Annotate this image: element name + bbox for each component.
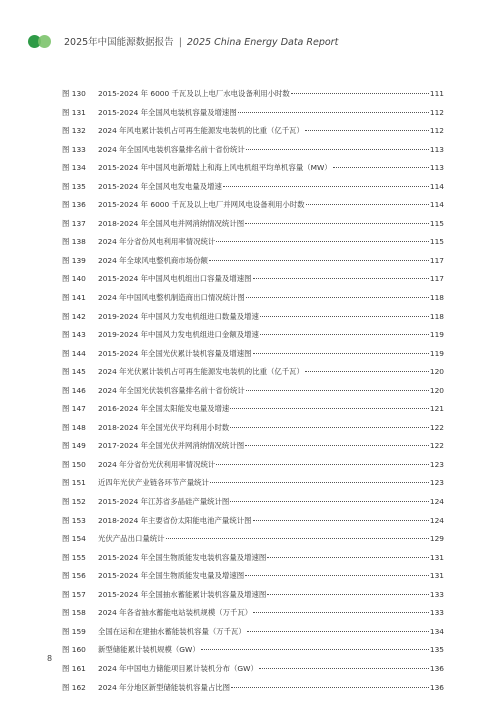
figure-title: 2018-2024 年全国光伏平均利用小时数 xyxy=(98,422,230,432)
dot-leader xyxy=(245,575,429,576)
figure-number: 图 135 xyxy=(62,181,86,191)
figure-title: 2015-2024 年全国生物质能发电量及增速图 xyxy=(98,571,245,581)
figure-page-number: 136 xyxy=(429,663,444,673)
report-logo-icon xyxy=(28,34,58,48)
figure-number: 图 156 xyxy=(62,571,86,581)
figure-title: 2024 年中国电力储能项目累计装机分布（GW） xyxy=(98,663,258,673)
toc-entry[interactable] xyxy=(62,196,444,215)
figure-page-number: 129 xyxy=(429,534,444,544)
figure-title: 2015-2024 年 6000 千瓦及以上电厂水电设备利用小时数 xyxy=(98,89,290,98)
figure-title: 光伏产品出口量统计 xyxy=(98,534,165,544)
toc-entry[interactable] xyxy=(62,233,444,252)
figure-page-number: 120 xyxy=(429,367,444,377)
figure-title: 2015-2024 年全国抽水蓄能累计装机容量及增速图 xyxy=(98,589,267,599)
figure-page-number: 112 xyxy=(429,107,444,117)
dot-leader xyxy=(230,408,429,409)
dot-leader xyxy=(230,501,429,502)
dot-leader xyxy=(209,260,429,261)
figure-number: 图 131 xyxy=(62,107,86,117)
figure-page-number: 112 xyxy=(429,126,444,136)
figure-number: 图 132 xyxy=(62,126,86,136)
toc-entry[interactable] xyxy=(62,141,444,160)
toc-entry[interactable] xyxy=(62,326,444,345)
figure-title: 近四年光伏产业链各环节产量统计 xyxy=(98,478,209,488)
figure-page-number: 117 xyxy=(429,255,444,265)
dot-leader xyxy=(223,186,429,187)
figure-number: 图 154 xyxy=(62,534,86,544)
figure-title: 2015-2024 年全国风电装机容量及增速图 xyxy=(98,107,237,117)
toc-entry[interactable] xyxy=(62,104,444,123)
header-title-cn: 2025年中国能源数据报告 xyxy=(64,37,174,48)
toc-entry[interactable] xyxy=(62,493,444,512)
dot-leader xyxy=(267,594,429,595)
page-number: 8 xyxy=(47,654,53,663)
dot-leader xyxy=(216,464,429,465)
header-title xyxy=(64,34,338,48)
header-separator: | xyxy=(178,37,182,48)
figure-number: 图 142 xyxy=(62,311,86,321)
toc-entry[interactable] xyxy=(62,567,444,586)
figure-number: 图 162 xyxy=(62,682,86,692)
dot-leader xyxy=(247,631,429,632)
figure-title: 2018-2024 年主要省份太阳能电池产量统计图 xyxy=(98,515,252,525)
dot-leader xyxy=(259,668,429,669)
dot-leader xyxy=(253,612,429,613)
figure-number: 图 150 xyxy=(62,459,86,469)
toc-entry[interactable] xyxy=(62,382,444,401)
figure-page-number: 122 xyxy=(429,441,444,451)
dot-leader xyxy=(231,687,429,688)
figure-title: 2024 年风电累计装机占可再生能源发电装机的比重（亿千瓦） xyxy=(98,126,304,136)
figure-page-number: 115 xyxy=(429,218,444,228)
figure-title: 2024 年分省份光伏利用率情况统计 xyxy=(98,459,216,469)
toc-entry[interactable] xyxy=(62,641,444,660)
figure-page-number: 111 xyxy=(429,89,444,98)
toc-entry[interactable] xyxy=(62,270,444,289)
figure-number: 图 152 xyxy=(62,497,86,507)
dot-leader xyxy=(238,112,429,113)
dot-leader xyxy=(306,204,429,205)
figure-title: 2024 年光伏累计装机占可再生能源发电装机的比重（亿千瓦） xyxy=(98,367,304,377)
figure-title: 2018-2024 年全国风电并网消纳情况统计图 xyxy=(98,218,245,228)
dot-leader xyxy=(245,223,429,224)
figure-number: 图 134 xyxy=(62,163,86,173)
toc-entry[interactable] xyxy=(62,549,444,568)
toc-entry[interactable] xyxy=(62,308,444,327)
figure-page-number: 135 xyxy=(429,645,444,655)
figure-title: 2024 年分地区新型储能装机容量占比图 xyxy=(98,682,231,692)
dot-leader xyxy=(166,538,429,539)
figure-page-number: 133 xyxy=(429,589,444,599)
figure-number: 图 148 xyxy=(62,422,86,432)
figure-number: 图 149 xyxy=(62,441,86,451)
figure-number: 图 138 xyxy=(62,237,86,247)
figure-page-number: 118 xyxy=(429,293,444,303)
figure-number: 图 155 xyxy=(62,552,86,562)
toc-entry[interactable] xyxy=(62,512,444,531)
figure-number: 图 140 xyxy=(62,274,86,284)
dot-leader xyxy=(253,278,429,279)
figure-number: 图 141 xyxy=(62,293,86,303)
dot-leader xyxy=(267,557,429,558)
figure-title: 新型储能累计装机规模（GW） xyxy=(98,645,200,655)
figure-title: 2015-2024 年 6000 千瓦及以上电厂并网风电设备利用小时数 xyxy=(98,200,305,210)
figure-number: 图 143 xyxy=(62,330,86,340)
figure-number: 图 159 xyxy=(62,626,86,636)
toc-entry[interactable] xyxy=(62,159,444,178)
header-title-en: 2025 China Energy Data Report xyxy=(186,37,339,48)
figure-number: 图 157 xyxy=(62,589,86,599)
figure-title: 2015-2024 年全国光伏累计装机容量及增速图 xyxy=(98,348,252,358)
toc-entry[interactable] xyxy=(62,345,444,364)
figure-page-number: 114 xyxy=(429,181,444,191)
toc-entry[interactable] xyxy=(62,437,444,456)
toc-entry[interactable] xyxy=(62,474,444,493)
figure-number: 图 161 xyxy=(62,663,86,673)
toc-entry[interactable] xyxy=(62,660,444,679)
figure-title: 2019-2024 年中国风力发电机组进口金额及增速 xyxy=(98,330,259,340)
figure-title: 2015-2024 年中国风电新增陆上和海上风电机组平均单机容量（MW） xyxy=(98,163,332,173)
figure-page-number: 136 xyxy=(429,682,444,692)
figure-page-number: 124 xyxy=(429,497,444,507)
figure-page-number: 123 xyxy=(429,459,444,469)
dot-leader xyxy=(291,93,429,94)
figure-title: 全国在运和在建抽水蓄能装机容量（万千瓦） xyxy=(98,626,246,636)
figure-title: 2016-2024 年全国太阳能发电量及增速 xyxy=(98,404,230,414)
figure-page-number: 120 xyxy=(429,385,444,395)
toc-entry[interactable] xyxy=(62,122,444,141)
dot-leader xyxy=(201,649,429,650)
figure-title: 2017-2024 年全国光伏并网消纳情况统计图 xyxy=(98,441,245,451)
figure-page-number: 131 xyxy=(429,552,444,562)
toc-entry[interactable] xyxy=(62,363,444,382)
dot-leader xyxy=(305,130,429,131)
figure-number: 图 133 xyxy=(62,144,86,154)
toc-entry[interactable] xyxy=(62,586,444,605)
figure-number: 图 147 xyxy=(62,404,86,414)
figure-page-number: 122 xyxy=(429,422,444,432)
figure-title: 2015-2024 年全国风电发电量及增速 xyxy=(98,181,222,191)
figure-page-number: 134 xyxy=(429,626,444,636)
figure-number: 图 158 xyxy=(62,608,86,618)
figure-title: 2024 年各省抽水蓄能电站装机规模（万千瓦） xyxy=(98,608,253,618)
dot-leader xyxy=(246,390,429,391)
figure-number: 图 139 xyxy=(62,255,86,265)
dot-leader xyxy=(253,353,429,354)
dot-leader xyxy=(246,149,429,150)
figure-number: 图 146 xyxy=(62,385,86,395)
dot-leader xyxy=(245,445,429,446)
toc-entry[interactable] xyxy=(62,85,444,104)
figure-page-number: 133 xyxy=(429,608,444,618)
page-header xyxy=(28,33,338,49)
dot-leader xyxy=(260,316,429,317)
figure-title: 2024 年全球风电整机商市场份额 xyxy=(98,255,208,265)
figure-title: 2024 年中国风电整机制造商出口情况统计图 xyxy=(98,293,245,303)
figure-title: 2019-2024 年中国风力发电机组进口数量及增速 xyxy=(98,311,259,321)
figure-page-number: 117 xyxy=(429,274,444,284)
figure-page-number: 119 xyxy=(429,348,444,358)
figure-number: 图 160 xyxy=(62,645,86,655)
figure-page-number: 131 xyxy=(429,571,444,581)
figure-number: 图 151 xyxy=(62,478,86,488)
figure-number: 图 130 xyxy=(62,89,86,98)
toc-entry[interactable] xyxy=(62,400,444,419)
toc-entry[interactable] xyxy=(62,289,444,308)
dot-leader xyxy=(260,334,429,335)
dot-leader xyxy=(333,167,429,168)
figure-page-number: 121 xyxy=(429,404,444,414)
toc-entry[interactable] xyxy=(62,679,444,698)
toc-entry[interactable] xyxy=(62,215,444,234)
figure-list xyxy=(62,85,444,697)
figure-title: 2024 年分省份风电利用率情况统计 xyxy=(98,237,216,247)
figure-page-number: 118 xyxy=(429,311,444,321)
figure-number: 图 144 xyxy=(62,348,86,358)
toc-entry[interactable] xyxy=(62,623,444,642)
figure-number: 图 137 xyxy=(62,218,86,228)
dot-leader xyxy=(216,241,429,242)
toc-entry[interactable] xyxy=(62,604,444,623)
figure-page-number: 115 xyxy=(429,237,444,247)
dot-leader xyxy=(246,297,429,298)
toc-entry[interactable] xyxy=(62,252,444,271)
figure-number: 图 153 xyxy=(62,515,86,525)
figure-page-number: 123 xyxy=(429,478,444,488)
dot-leader xyxy=(230,427,429,428)
figure-number: 图 145 xyxy=(62,367,86,377)
figure-page-number: 113 xyxy=(429,144,444,154)
figure-page-number: 113 xyxy=(429,163,444,173)
figure-page-number: 114 xyxy=(429,200,444,210)
figure-title: 2024 年全国风电装机容量排名前十省份统计 xyxy=(98,144,245,154)
figure-page-number: 119 xyxy=(429,330,444,340)
figure-page-number: 124 xyxy=(429,515,444,525)
figure-title: 2015-2024 年中国风电机组出口容量及增速图 xyxy=(98,274,252,284)
figure-number: 图 136 xyxy=(62,200,86,210)
toc-entry[interactable] xyxy=(62,530,444,549)
dot-leader xyxy=(253,520,429,521)
toc-entry[interactable] xyxy=(62,456,444,475)
figure-title: 2024 年全国光伏装机容量排名前十省份统计 xyxy=(98,385,245,395)
dot-leader xyxy=(305,371,429,372)
toc-entry[interactable] xyxy=(62,419,444,438)
dot-leader xyxy=(210,482,429,483)
figure-title: 2015-2024 年江苏省多晶硅产量统计图 xyxy=(98,497,230,507)
toc-entry[interactable] xyxy=(62,178,444,197)
figure-title: 2015-2024 年全国生物质能发电装机容量及增速图 xyxy=(98,552,267,562)
